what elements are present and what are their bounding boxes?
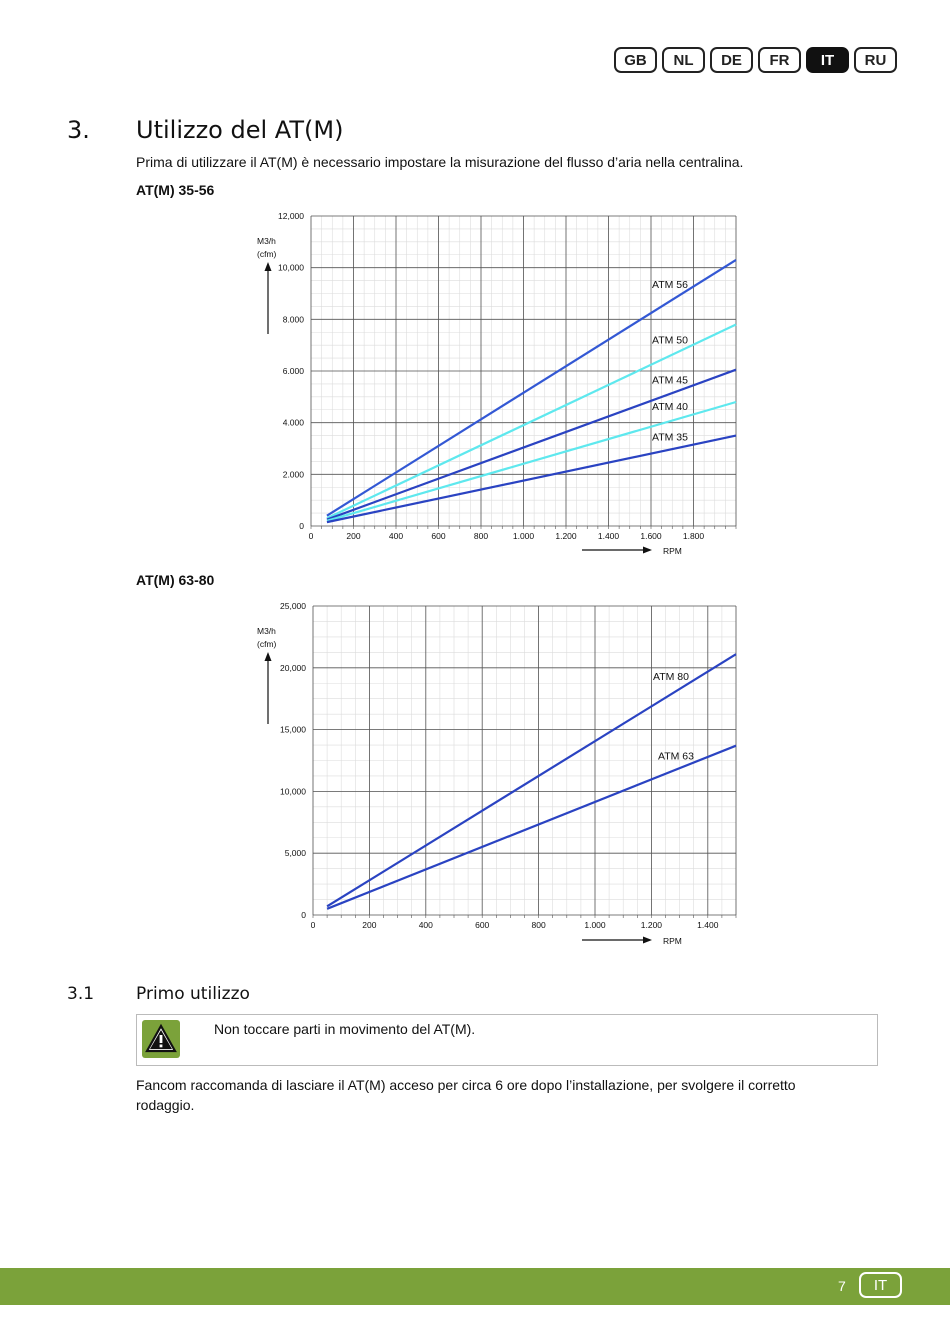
x-tick-label: 600: [475, 920, 490, 930]
lang-tab-de[interactable]: DE: [710, 47, 753, 73]
series-label: ATM 45: [652, 374, 688, 387]
lang-tab-gb[interactable]: GB: [614, 47, 657, 73]
lang-tab-ru[interactable]: RU: [854, 47, 897, 73]
y-tick-label: 25,000: [280, 601, 306, 611]
warning-text: Non toccare parti in movimento del AT(M).: [214, 1021, 476, 1037]
y-tick-label: 0: [301, 910, 306, 920]
section-title: Utilizzo del AT(M): [136, 116, 344, 144]
chart-title-35-56: AT(M) 35-56: [136, 182, 215, 198]
y-axis-label-unit: (cfm): [257, 639, 277, 649]
y-tick-label: 4.000: [282, 417, 304, 428]
lang-tab-nl[interactable]: NL: [662, 47, 705, 73]
x-tick-label: 800: [473, 531, 489, 541]
body-paragraph: Fancom raccomanda di lasciare il AT(M) acceso per circa 6 ore dopo l’installazione, per svolgere il corretto rodaggio.: [136, 1077, 796, 1113]
y-axis-label: M3/h: [257, 626, 276, 636]
y-tick-label: 10,000: [280, 786, 306, 797]
x-tick-label: 200: [346, 531, 361, 541]
x-tick-label: 1.000: [584, 920, 606, 930]
footer-bar: [0, 1268, 950, 1305]
series-label: ATM 56: [652, 278, 688, 291]
series-label: ATM 35: [652, 431, 688, 444]
y-axis-label-unit: (cfm): [257, 249, 277, 259]
x-axis-label: RPM: [663, 546, 682, 556]
y-axis-arrow-head: [265, 652, 272, 661]
x-tick-label: 1.200: [640, 920, 663, 930]
x-tick-label: 1.200: [555, 531, 577, 541]
x-tick-label: 1.800: [682, 531, 705, 541]
intro-paragraph: Prima di utilizzare il AT(M) è necessario impostare la misurazione del flusso d’aria nella centralina.: [136, 154, 744, 170]
x-tick-label: 1.400: [597, 531, 620, 541]
series-label: ATM 40: [652, 401, 688, 413]
warning-icon: [142, 1020, 180, 1058]
x-tick-label: 800: [531, 920, 546, 930]
chart-title-63-80: AT(M) 63-80: [136, 572, 215, 588]
y-tick-label: 12,000: [278, 211, 304, 221]
y-tick-label: 20,000: [280, 662, 306, 673]
x-axis-arrow-head: [643, 937, 652, 944]
x-tick-label: 200: [362, 920, 377, 930]
x-tick-label: 0: [310, 920, 316, 930]
x-tick-label: 1.600: [640, 531, 662, 541]
series-label: ATM 80: [653, 671, 689, 684]
y-tick-label: 10,000: [278, 262, 304, 273]
x-axis-label: RPM: [663, 936, 682, 946]
y-tick-label: 0: [299, 521, 304, 531]
series-label: ATM 63: [658, 750, 694, 763]
x-tick-label: 1.400: [697, 920, 719, 930]
x-tick-label: 600: [431, 531, 446, 541]
section-number: 3.: [67, 116, 90, 144]
lang-tab-it[interactable]: IT: [806, 47, 849, 73]
y-tick-label: 6.000: [282, 366, 304, 376]
subsection-number: 3.1: [67, 984, 95, 1004]
y-tick-label: 2.000: [282, 469, 304, 480]
x-tick-label: 0: [308, 531, 314, 541]
warning-box: [136, 1014, 878, 1066]
x-tick-label: 400: [388, 531, 404, 541]
y-axis-label: M3/h: [257, 236, 276, 246]
y-tick-label: 15,000: [280, 724, 306, 735]
y-tick-label: 5,000: [284, 848, 306, 859]
lang-tab-fr[interactable]: FR: [758, 47, 801, 73]
y-tick-label: 8.000: [282, 314, 304, 325]
subsection-title: Primo utilizzo: [136, 984, 250, 1004]
page-number: 7: [838, 1278, 846, 1294]
x-tick-label: 1.000: [512, 531, 535, 541]
x-tick-label: 400: [418, 920, 433, 930]
footer-lang-badge: IT: [859, 1272, 902, 1298]
series-label: ATM 50: [652, 334, 688, 347]
